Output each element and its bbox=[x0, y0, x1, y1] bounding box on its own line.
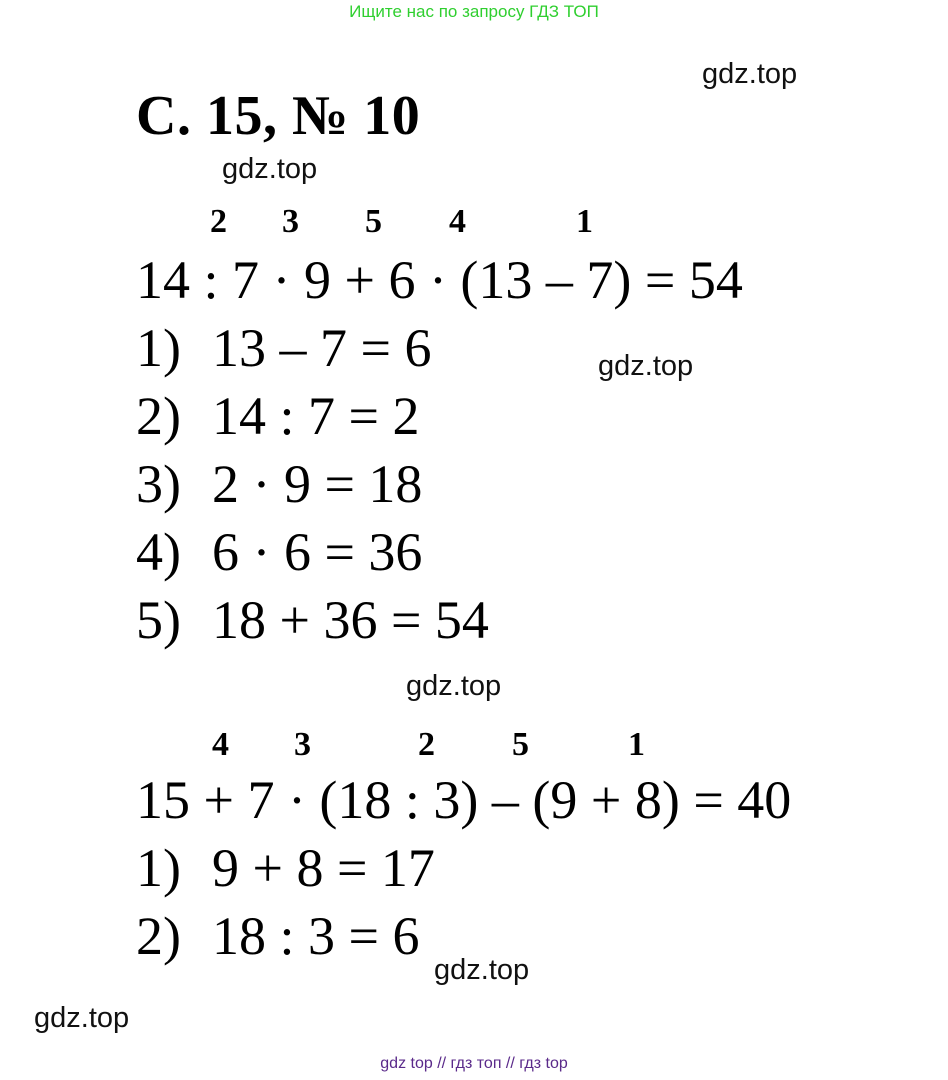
top-banner-link[interactable]: Ищите нас по запросу ГДЗ ТОП bbox=[349, 2, 599, 21]
solution-step bbox=[136, 838, 435, 898]
watermark-text: gdz.top bbox=[34, 1002, 130, 1034]
order-number: 5 bbox=[512, 726, 529, 763]
step-number: 5) bbox=[136, 590, 181, 650]
solution-step bbox=[136, 386, 419, 446]
order-number: 2 bbox=[210, 203, 227, 240]
step-number: 2) bbox=[136, 906, 181, 966]
solution-step bbox=[136, 318, 431, 378]
step-text: 6 · 6 = 36 bbox=[212, 522, 423, 582]
step-number: 4) bbox=[136, 522, 181, 582]
step-text: 2 · 9 = 18 bbox=[212, 454, 423, 514]
order-number: 1 bbox=[628, 726, 645, 763]
page-title: С. 15, № 10 bbox=[136, 85, 421, 147]
expression: 15 + 7 · (18 : 3) – (9 + 8) = 40 bbox=[136, 770, 792, 830]
expression: 14 : 7 · 9 + 6 · (13 – 7) = 54 bbox=[136, 250, 743, 310]
solution-step bbox=[136, 454, 422, 514]
watermark-text: gdz.top bbox=[598, 350, 694, 382]
order-number: 3 bbox=[294, 726, 311, 763]
watermark-text: gdz.top bbox=[222, 153, 318, 185]
order-number: 4 bbox=[212, 726, 229, 763]
order-number: 2 bbox=[418, 726, 435, 763]
step-text: 18 : 3 = 6 bbox=[212, 906, 420, 966]
solution-step bbox=[136, 522, 422, 582]
watermark-text: gdz.top bbox=[702, 58, 798, 90]
footer-links[interactable]: gdz top // гдз топ // гдз top bbox=[380, 1055, 568, 1072]
step-number: 3) bbox=[136, 454, 181, 514]
watermark-text: gdz.top bbox=[434, 954, 530, 986]
step-text: 9 + 8 = 17 bbox=[212, 838, 435, 898]
solution-step bbox=[136, 590, 489, 650]
step-number: 2) bbox=[136, 386, 181, 446]
step-text: 14 : 7 = 2 bbox=[212, 386, 420, 446]
order-number: 5 bbox=[365, 203, 382, 240]
step-number: 1) bbox=[136, 838, 181, 898]
step-number: 1) bbox=[136, 318, 181, 378]
operation-order-row bbox=[0, 726, 948, 762]
step-text: 13 – 7 = 6 bbox=[212, 318, 432, 378]
order-number: 4 bbox=[449, 203, 466, 240]
order-number: 3 bbox=[282, 203, 299, 240]
watermark-text: gdz.top bbox=[406, 670, 502, 702]
step-text: 18 + 36 = 54 bbox=[212, 590, 489, 650]
solution-step bbox=[136, 906, 419, 966]
operation-order-row bbox=[0, 203, 948, 239]
order-number: 1 bbox=[576, 203, 593, 240]
